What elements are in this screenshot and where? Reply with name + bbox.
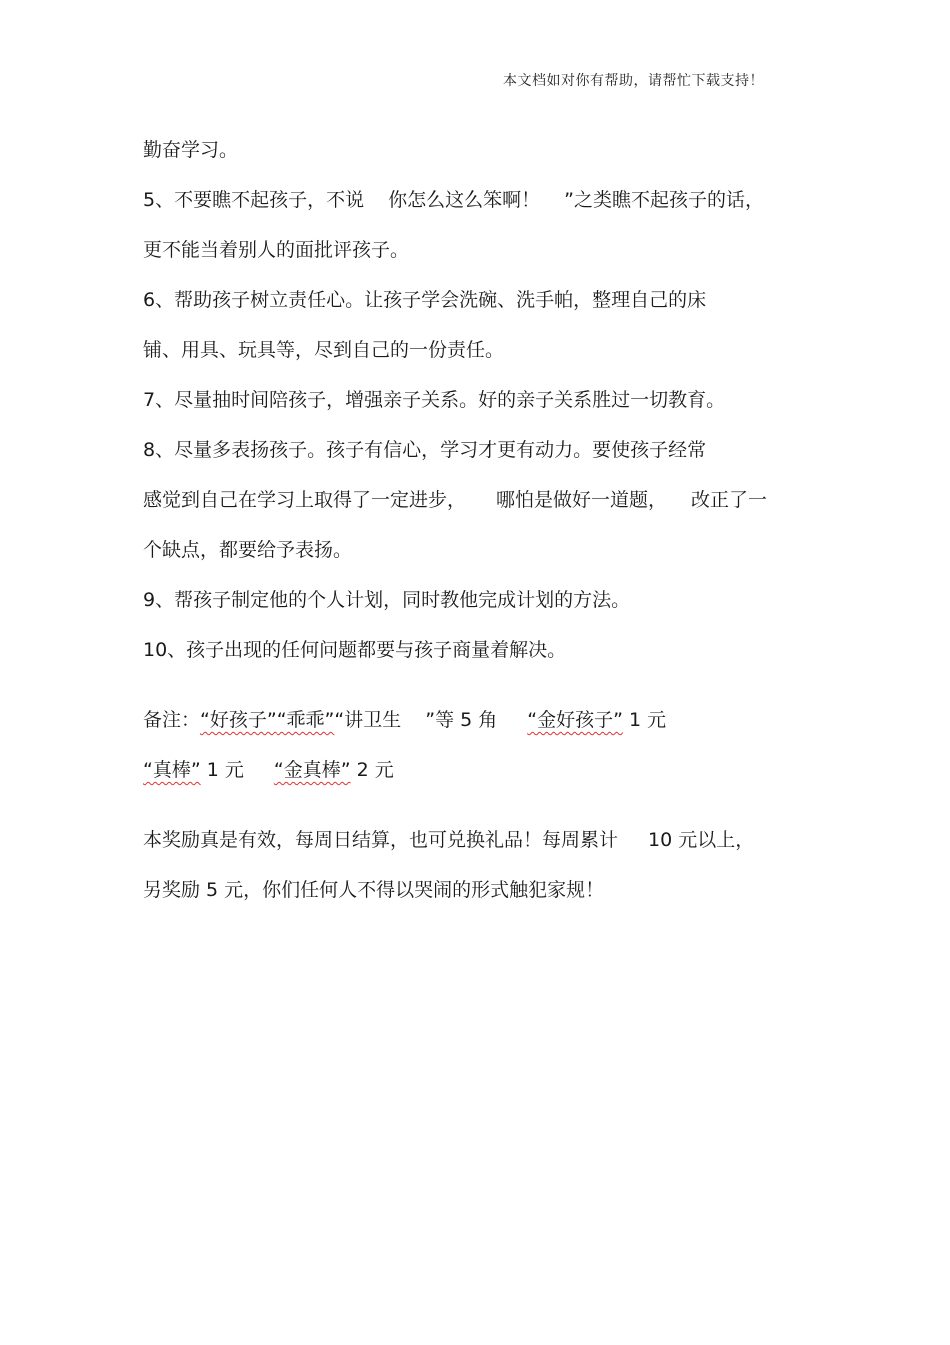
reward-word: “真棒” bbox=[143, 759, 201, 781]
text-span: 改正了一 bbox=[691, 489, 768, 511]
note-line-1 bbox=[143, 695, 813, 745]
item-5-line-2: 更不能当着别人的面批评孩子。 bbox=[143, 239, 410, 261]
text-span: 感觉到自己在学习上取得了一定进步， bbox=[143, 489, 467, 511]
reward-value: ”等 5 角 bbox=[425, 709, 498, 731]
item-8-line-1: 8、尽量多表扬孩子。孩子有信心，学习才更有动力。要使孩子经常 bbox=[143, 439, 707, 461]
item-5-line-1 bbox=[143, 175, 813, 225]
text-span: ”之类瞧不起孩子的话， bbox=[564, 189, 764, 211]
item-6-line-1: 6、帮助孩子树立责任心。让孩子学会洗碗、洗手帕，整理自己的床 bbox=[143, 289, 707, 311]
item-7: 7、尽量抽时间陪孩子，增强亲子关系。好的亲子关系胜过一切教育。 bbox=[143, 389, 726, 411]
item-9: 9、帮孩子制定他的个人计划，同时教他完成计划的方法。 bbox=[143, 589, 631, 611]
reward-line-1 bbox=[143, 815, 813, 865]
note-label: 备注： bbox=[143, 709, 201, 731]
header-note: 本文档如对你有帮助，请帮忙下载支持！ bbox=[503, 73, 764, 89]
reward-word: “金真棒” bbox=[273, 759, 351, 781]
document-body bbox=[143, 125, 813, 915]
reward-word: “讲卫生 bbox=[334, 709, 402, 731]
text-span: 本奖励真是有效，每周日结算，也可兑换礼品！每周累计 bbox=[143, 829, 619, 851]
reward-word: “好孩子” bbox=[200, 709, 277, 731]
reward-line-2: 另奖励 5 元，你们任何人不得以哭闹的形式触犯家规！ bbox=[143, 879, 605, 901]
reward-word: “金好孩子” bbox=[527, 709, 623, 731]
text-span: 5、不要瞧不起孩子，不说 bbox=[143, 189, 365, 211]
reward-value: 2 元 bbox=[350, 759, 394, 781]
reward-value: 1 元 bbox=[622, 709, 667, 731]
item-6-line-2: 铺、用具、玩具等，尽到自己的一份责任。 bbox=[143, 339, 505, 361]
item-8-line-3: 个缺点，都要给予表扬。 bbox=[143, 539, 353, 561]
item-8-line-2 bbox=[143, 475, 813, 525]
reward-word: “乖乖” bbox=[276, 709, 335, 731]
note-line-2 bbox=[143, 745, 813, 795]
text-span: 10 元以上， bbox=[648, 829, 755, 851]
reward-value: 1 元 bbox=[200, 759, 244, 781]
item-10: 10、孩子出现的任何问题都要与孩子商量着解决。 bbox=[143, 639, 567, 661]
text-span: 哪怕是做好一道题， bbox=[496, 489, 668, 511]
paragraph-line: 勤奋学习。 bbox=[143, 139, 239, 161]
quoted-text: 你怎么这么笨啊！ bbox=[388, 189, 541, 211]
